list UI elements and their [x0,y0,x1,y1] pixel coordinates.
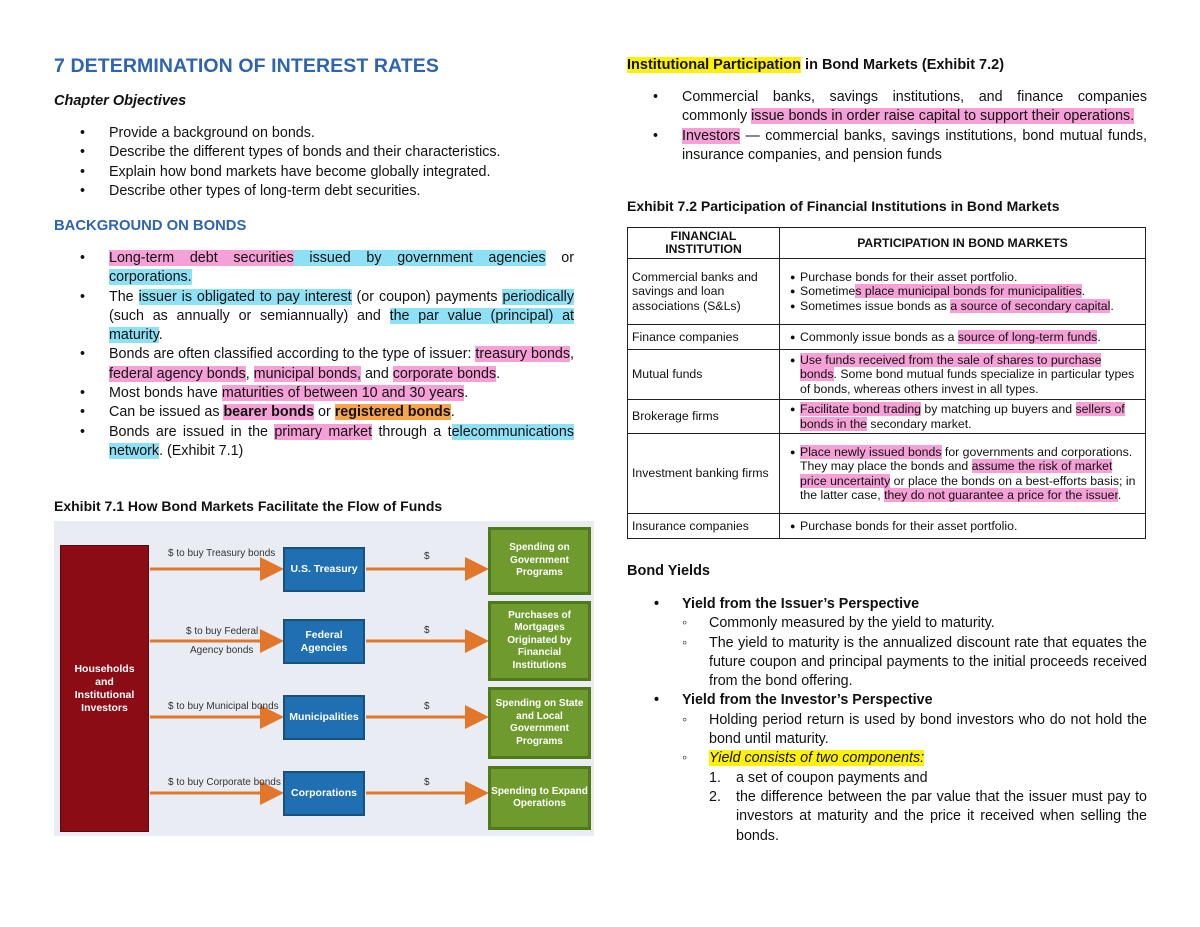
list-item: • Describe other types of long-term debt securities. [54,182,574,201]
table-row [628,350,1146,400]
table-row [628,514,1146,539]
flow-label: $ to buy Municipal bonds [168,701,279,712]
participation-cell: ● Purchase bonds for their asset portfolio. [780,514,1146,539]
participation-table [627,227,1146,539]
households-investors-box: Households and Institutional Investors [60,545,149,832]
table-row [628,434,1146,514]
list-item: ◦ Holding period return is used by bond investors who do not hold the bond until maturity. [682,711,1147,750]
background-heading: BACKGROUND ON BONDS [54,218,247,234]
list-item: • Commercial banks, savings institutions, and finance companies commonly issue bonds in order raise capital to support their operations. [627,88,1147,127]
issuer-box-corporations: Corporations [283,771,365,816]
participation-cell: ● Place newly issued bonds for governments and corporations. They may place the bonds and assume the risk of market price uncertainty or place the bonds on a best-efforts basis; in the latter case, they do not guarantee a price for the issuer. [780,434,1146,514]
background-list [54,249,574,461]
use-box-mortgages: Purchases of Mortgages Originated by Financial Institutions [488,601,591,681]
list-item: ◦ The yield to maturity is the annualized discount rate that equates the future coupon and principal payments to the initial proceeds received from the bond offering. [682,634,1147,692]
institutional-list [627,88,1147,165]
list-item: ◦ Commonly measured by the yield to maturity. [682,614,1147,633]
objectives-list [54,124,574,201]
issuer-box-agencies: Federal Agencies [283,619,365,664]
objectives-heading: Chapter Objectives [54,93,187,109]
list-item: • Provide a background on bonds. [54,124,574,143]
flow-label: $ to buy Federal [186,626,259,637]
flow-dollar: $ [424,777,430,788]
list-item: • Can be issued as bearer bonds or registered bonds. [54,403,574,422]
flow-label: $ to buy Treasury bonds [168,548,276,559]
participation-cell: ● Facilitate bond trading by matching up buyers and sellers of bonds in the secondary market. [780,400,1146,434]
institution-name: Insurance companies [628,514,780,539]
use-box-government: Spending on Government Programs [488,527,591,595]
flow-label: Agency bonds [190,645,254,656]
institutional-heading: Institutional Participation in Bond Markets (Exhibit 7.2) [627,57,1005,73]
institution-name: Investment banking firms [628,434,780,514]
use-box-operations: Spending to Expand Operations [488,766,591,830]
list-item: • Bonds are often classified according to the type of issuer: treasury bonds, federal agency bonds, municipal bonds, and corporate bonds. [54,345,574,384]
participation-cell: ● Commonly issue bonds as a source of long-term funds. [780,325,1146,350]
issuer-box-treasury: U.S. Treasury [283,547,365,592]
list-item: • Investors — commercial banks, savings institutions, bond mutual funds, insurance companies, and pension funds [627,127,1147,166]
table-row [628,325,1146,350]
list-item: • Yield from the Issuer’s Perspective ◦ Commonly measured by the yield to maturity. ◦ The yield to maturity is the annualized discount rate that equates the future coupon and principal payments to the initial proceeds received from the bond offering. [627,595,1147,691]
list-item: • Long-term debt securities issued by government agencies or corporations. [54,249,574,288]
use-box-state-local: Spending on State and Local Government Programs [488,687,591,759]
bond-flow-diagram [54,521,594,836]
table-row [628,259,1146,325]
flow-label: $ to buy Corporate bonds [168,777,281,788]
institution-name: Commercial banks and savings and loan associations (S&Ls) [628,259,780,325]
issuer-box-municipalities: Municipalities [283,695,365,740]
flow-dollar: $ [424,551,430,562]
list-item: ◦ Yield consists of two components: 1. a set of coupon payments and 2. the difference between the par value that the issuer must pay to investors at maturity and the price it received when selling the bonds. [682,749,1147,845]
institution-name: Brokerage firms [628,400,780,434]
participation-cell: ● Purchase bonds for their asset portfolio. ● Sometimes place municipal bonds for municipalities. ● Sometimes issue bonds as a source of secondary capital. [780,259,1146,325]
exhibit-7-1-title: Exhibit 7.1 How Bond Markets Facilitate the Flow of Funds [54,498,443,514]
institution-name: Finance companies [628,325,780,350]
participation-cell: ● Use funds received from the sale of shares to purchase bonds. Some bond mutual funds specialize in particular types of bonds, whereas others invest in all types. [780,350,1146,400]
list-item: • The issuer is obligated to pay interest (or coupon) payments periodically (such as annually or semiannually) and the par value (principal) at maturity. [54,288,574,346]
list-item: • Yield from the Investor’s Perspective ◦ Holding period return is used by bond investors who do not hold the bond until maturity. ◦ Yield consists of two components: 1. a set of coupon payments and 2. the difference between the par value that the issuer must pay to investors at maturity and the price it received when selling the bonds. [627,691,1147,845]
institution-name: Mutual funds [628,350,780,400]
chapter-title: 7 DETERMINATION OF INTEREST RATES [54,55,440,77]
list-item: 1. a set of coupon payments and [709,769,928,786]
table-header: PARTICIPATION IN BOND MARKETS [780,228,1146,259]
list-item: • Describe the different types of bonds and their characteristics. [54,143,574,162]
list-item: • Bonds are issued in the primary market through a telecommunications network. (Exhibit 7.1) [54,423,574,462]
list-item: • Most bonds have maturities of between 10 and 30 years. [54,384,574,403]
flow-dollar: $ [424,701,430,712]
flow-dollar: $ [424,625,430,636]
yields-list [627,595,1147,846]
table-row [628,400,1146,434]
table-header: FINANCIAL INSTITUTION [628,228,780,259]
list-item: • Explain how bond markets have become globally integrated. [54,163,574,182]
list-item: 2. the difference between the par value that the issuer must pay to investors at maturity and the price it received when selling the bonds. [709,788,1147,844]
bond-yields-heading: Bond Yields [627,563,710,579]
exhibit-7-2-title: Exhibit 7.2 Participation of Financial Institutions in Bond Markets [627,198,1060,214]
